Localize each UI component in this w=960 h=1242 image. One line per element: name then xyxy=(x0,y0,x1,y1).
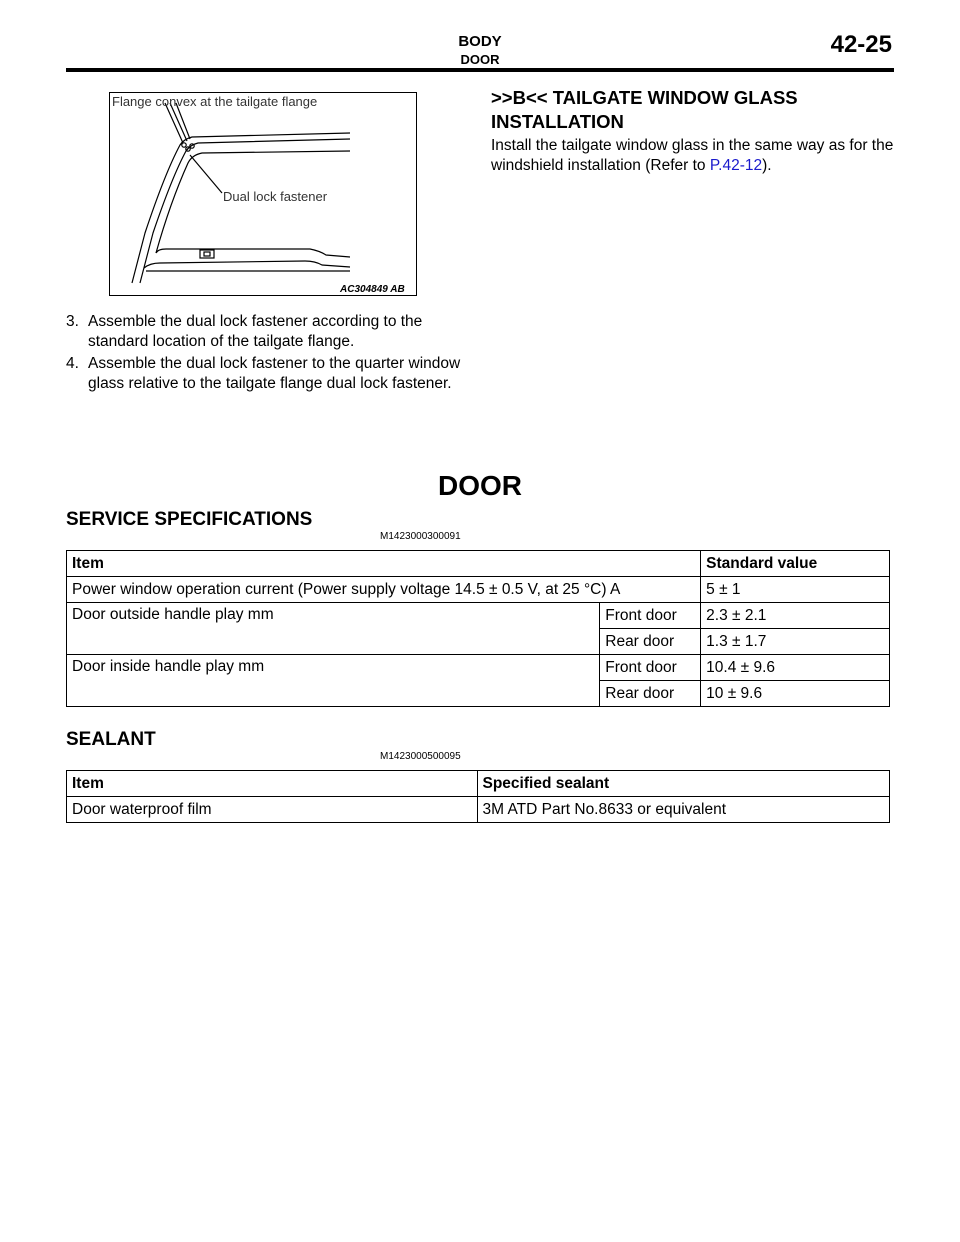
table-row xyxy=(67,797,890,823)
table-row xyxy=(67,603,890,629)
cell-sub: Rear door xyxy=(600,629,701,655)
step-text: Assemble the dual lock fastener according to the standard location of the tailgate flange. xyxy=(88,313,423,350)
sealant-heading: SEALANT xyxy=(66,729,156,750)
cell-value: 2.3 ± 2.1 xyxy=(701,603,890,629)
cell-value: 10 ± 9.6 xyxy=(701,681,890,707)
page-number: 42-25 xyxy=(830,31,892,58)
cell-sub: Rear door xyxy=(600,681,701,707)
cell-item: Door outside handle play mm xyxy=(67,603,600,655)
cell-value: 1.3 ± 1.7 xyxy=(701,629,890,655)
cell-item: Door inside handle play mm xyxy=(67,655,600,707)
col-value-header: Standard value xyxy=(701,551,890,577)
header-rule xyxy=(66,68,894,72)
install-text-before: Install the tailgate window glass in the same way as for the windshield installation (Refer to xyxy=(491,137,894,174)
table-header-row xyxy=(67,771,890,797)
cell-value: 10.4 ± 9.6 xyxy=(701,655,890,681)
sealant-code: M1423000500095 xyxy=(380,751,461,762)
table-row xyxy=(67,577,890,603)
col-item-header: Item xyxy=(67,771,478,797)
cell-sub: Front door xyxy=(600,603,701,629)
install-heading: >>B<< TAILGATE WINDOW GLASS INSTALLATION xyxy=(491,87,798,132)
spec-heading: SERVICE SPECIFICATIONS xyxy=(66,509,313,530)
figure-code: AC304849 AB xyxy=(340,284,405,295)
col-sealant-header: Specified sealant xyxy=(477,771,890,797)
spec-code: M1423000300091 xyxy=(380,531,461,542)
list-item xyxy=(66,312,471,352)
table-header-row xyxy=(67,551,890,577)
figure-label-flange: Flange convex at the tailgate flange xyxy=(112,94,318,109)
step-number: 3. xyxy=(66,313,79,330)
table-row xyxy=(67,655,890,681)
door-title: DOOR xyxy=(438,470,522,501)
cell-sealant: 3M ATD Part No.8633 or equivalent xyxy=(477,797,890,823)
install-text xyxy=(491,136,896,176)
reference-link[interactable]: P.42-12 xyxy=(709,157,763,174)
col-item-header: Item xyxy=(67,551,701,577)
cell-item: Power window operation current (Power supply voltage 14.5 ± 0.5 V, at 25 °C) A xyxy=(67,577,701,603)
list-item xyxy=(66,354,471,394)
cell-item: Door waterproof film xyxy=(67,797,478,823)
install-text-after: ). xyxy=(762,157,772,174)
subsection-title: DOOR xyxy=(460,52,500,67)
spec-table xyxy=(66,550,890,707)
sealant-table xyxy=(66,770,890,823)
figure-label-fastener: Dual lock fastener xyxy=(223,189,328,204)
step-number: 4. xyxy=(66,355,79,372)
steps-list xyxy=(66,312,471,396)
step-text: Assemble the dual lock fastener to the quarter window glass relative to the tailgate flange dual lock fastener. xyxy=(88,355,461,392)
section-title: BODY xyxy=(458,33,502,50)
cell-sub: Front door xyxy=(600,655,701,681)
cell-value: 5 ± 1 xyxy=(701,577,890,603)
